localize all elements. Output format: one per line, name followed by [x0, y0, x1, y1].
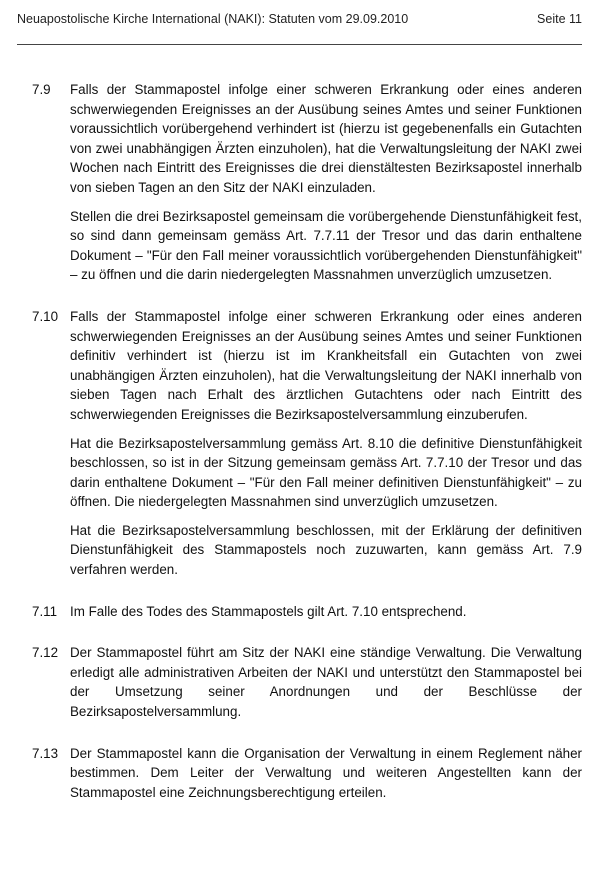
article-number: 7.13 — [32, 745, 59, 761]
article-number: 7.12 — [32, 645, 59, 661]
article-7-13 — [32, 744, 582, 803]
paragraph: Der Stammapostel führt am Sitz der NAKI eine ständige Verwaltung. Die Verwaltung erledigt alle administrativen Arbeiten der NAKI und unterstützt den Stammapostel bei der Umsetzung seiner Anordnungen und der Beschlüsse der Bezirksapostelversammlung. — [70, 645, 582, 720]
article-number: 7.10 — [32, 308, 59, 324]
header-rule — [17, 44, 582, 45]
article-number: 7.9 — [32, 82, 51, 97]
page-header — [17, 11, 582, 27]
page-number: Seite 11 — [537, 12, 582, 26]
paragraph: Der Stammapostel kann die Organisation der Verwaltung in einem Reglement näher bestimmen. Dem Leiter der Verwaltung und weiteren Angestellten kann der Stammapostel eine Zeichnungsberechtigung erteilen. — [70, 745, 582, 800]
article-number: 7.11 — [32, 603, 58, 619]
article-7-11 — [32, 602, 582, 622]
paragraph: Hat die Bezirksapostelversammlung gemäss Art. 8.10 die definitive Dienstunfähigkeit beschlossen, so ist in der Sitzung gemeinsam gemäss Art. 7.7.10 der Tresor und das darin enthaltene Dokument – "Für den Fall meiner definitiven Dienstunfähigkeit" – zu öffnen. Die niedergelegten Massnahmen sind unverzüglich umzusetzen. — [70, 435, 582, 510]
paragraph: Stellen die drei Bezirksapostel gemeinsam die vorübergehende Dienstunfähigkeit fest, so sind dann gemeinsam gemäss Art. 7.7.11 der Tresor und das darin enthaltene Dokument – "Für den Fall meiner voraussichtlich vorübergehenden Dienstunfähigkeit" – zu öffnen und die darin niedergelegten Massnahmen unverzüglich umzusetzen. — [70, 208, 582, 283]
document-body — [32, 80, 582, 824]
article-7-10 — [32, 307, 582, 580]
paragraph: Hat die Bezirksapostelversammlung beschlossen, mit der Erklärung der definitiven Dienstunfähigkeit des Stammapostels noch zuzuwarten, kann gemäss Art. 7.9 verfahren werden. — [70, 522, 582, 578]
paragraph: Im Falle des Todes des Stammapostels gilt Art. 7.10 entsprechend. — [70, 603, 467, 619]
article-7-9 — [32, 80, 582, 285]
header-title: Neuapostolische Kirche International (NAKI): Statuten vom 29.09.2010 — [17, 12, 409, 26]
paragraph: Falls der Stammapostel infolge einer schweren Erkrankung oder eines anderen schwerwiegenden Ereignisses an der Ausübung seines Amtes und seiner Funktionen voraussichtlich vorübergehend verhindert ist (hierzu ist gegebenenfalls ein Gutachten von zwei unabhängigen Ärzten einzuholen), hat die Verwaltungsleitung der NAKI zwei Wochen nach Eintritt des Ereignisses die drei dienstältesten Bezirksapostel innerhalb von sieben Tagen an den Sitz der NAKI einzuladen. — [70, 82, 582, 195]
paragraph: Falls der Stammapostel infolge einer schweren Erkrankung oder eines anderen schwerwiegenden Ereignisses an der Ausübung seines Amtes und seiner Funktionen definitiv verhindert ist (hierzu ist im Krankheitsfall ein Gutachten von zwei unabhängigen Ärzten einzuholen), hat die Verwaltungsleitung der NAKI innerhalb von sieben Tagen nach Erhalt des ärztlichen Gutachtens oder nach Eintritt des schwerwiegenden Ereignisses die Bezirksapostelversammlung einzuberufen. — [70, 308, 582, 422]
article-7-12 — [32, 643, 582, 721]
